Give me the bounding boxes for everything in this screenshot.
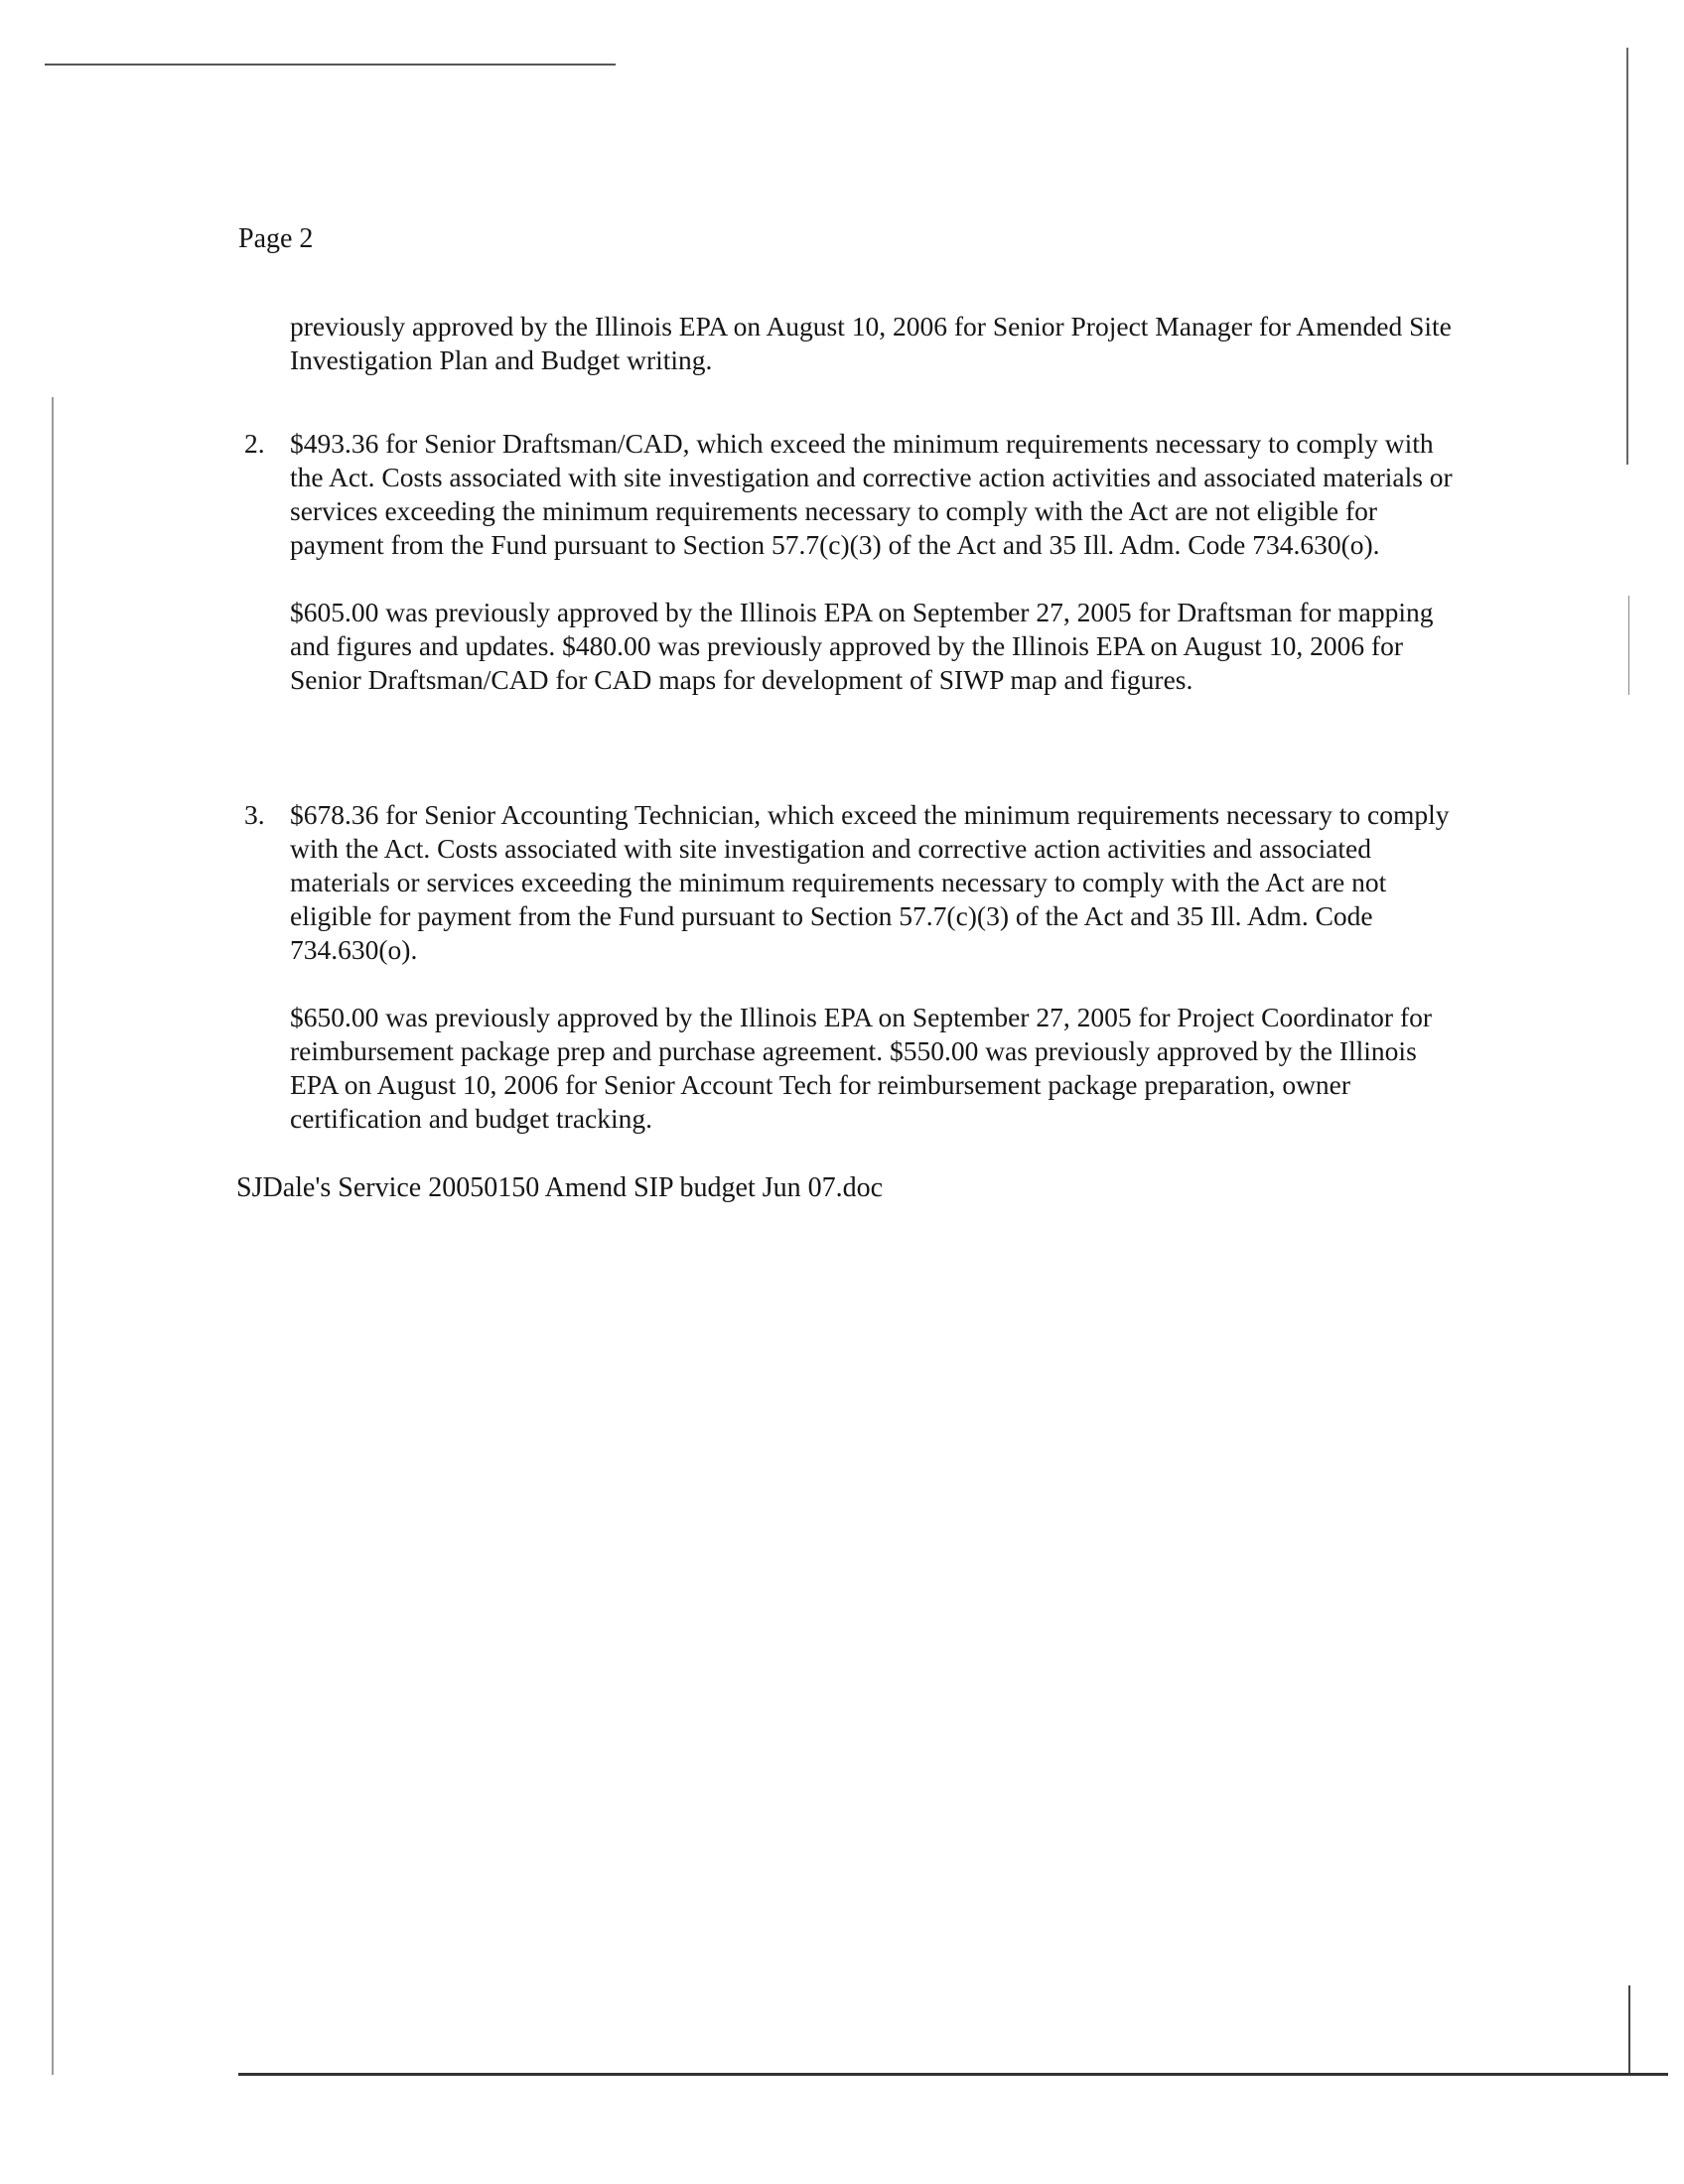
file-reference: SJDale's Service 20050150 Amend SIP budget Jun 07.doc <box>236 1172 884 1203</box>
list-item-note: $650.00 was previously approved by the Illinois EPA on September 27, 2005 for Project Coordinator for reimbursement package prep and purchase agreement. $550.00 was previously approved by the Illinois EPA on August 10, 2006 for Senior Account Tech for reimbursement package preparation, owner certification and budget tracking. <box>290 1002 1433 1134</box>
list-item-body <box>290 427 1466 697</box>
scan-artifact-left-line <box>52 397 54 2075</box>
scan-artifact-right-line <box>1626 48 1628 465</box>
scan-artifact-right-line-2 <box>1628 596 1629 695</box>
scan-artifact-right-line-3 <box>1628 1985 1630 2075</box>
list-item-text: $678.36 for Senior Accounting Technician, which exceed the minimum requirements necessary to comply with the Act. Costs associated with site investigation and corrective action activities and associated materials or services exceeding the minimum requirements necessary to comply with the Act are not eligible for payment from the Fund pursuant to Section 57.7(c)(3) of the Act and 35 Ill. Adm. Code 734.630(o). <box>290 799 1450 965</box>
list-item-body <box>290 798 1466 1136</box>
list-item-2 <box>244 427 1466 697</box>
list-item-text: $493.36 for Senior Draftsman/CAD, which exceed the minimum requirements necessary to comply with the Act. Costs associated with site investigation and corrective action activities and associated materials or services exceeding the minimum requirements necessary to comply with the Act are not eligible for payment from the Fund pursuant to Section 57.7(c)(3) of the Act and 35 Ill. Adm. Code 734.630(o). <box>290 428 1453 560</box>
continuation-paragraph <box>290 310 1462 377</box>
list-item-note: $605.00 was previously approved by the Illinois EPA on September 27, 2005 for Draftsman for mapping and figures and updates. $480.00 was previously approved by the Illinois EPA on August 10, 2006 for Senior Draftsman/CAD for CAD maps for development of SIWP map and figures. <box>290 597 1434 695</box>
scan-artifact-bottom-line <box>238 2073 1668 2076</box>
page-number-label: Page 2 <box>238 223 314 254</box>
list-item-3 <box>244 798 1466 1136</box>
list-item-number: 3. <box>244 799 265 830</box>
scan-artifact-top-line <box>45 64 616 66</box>
continuation-text: previously approved by the Illinois EPA on August 10, 2006 for Senior Project Manager for Amended Site Investigation Plan and Budget writing. <box>290 311 1452 375</box>
list-item-number: 2. <box>244 428 265 459</box>
